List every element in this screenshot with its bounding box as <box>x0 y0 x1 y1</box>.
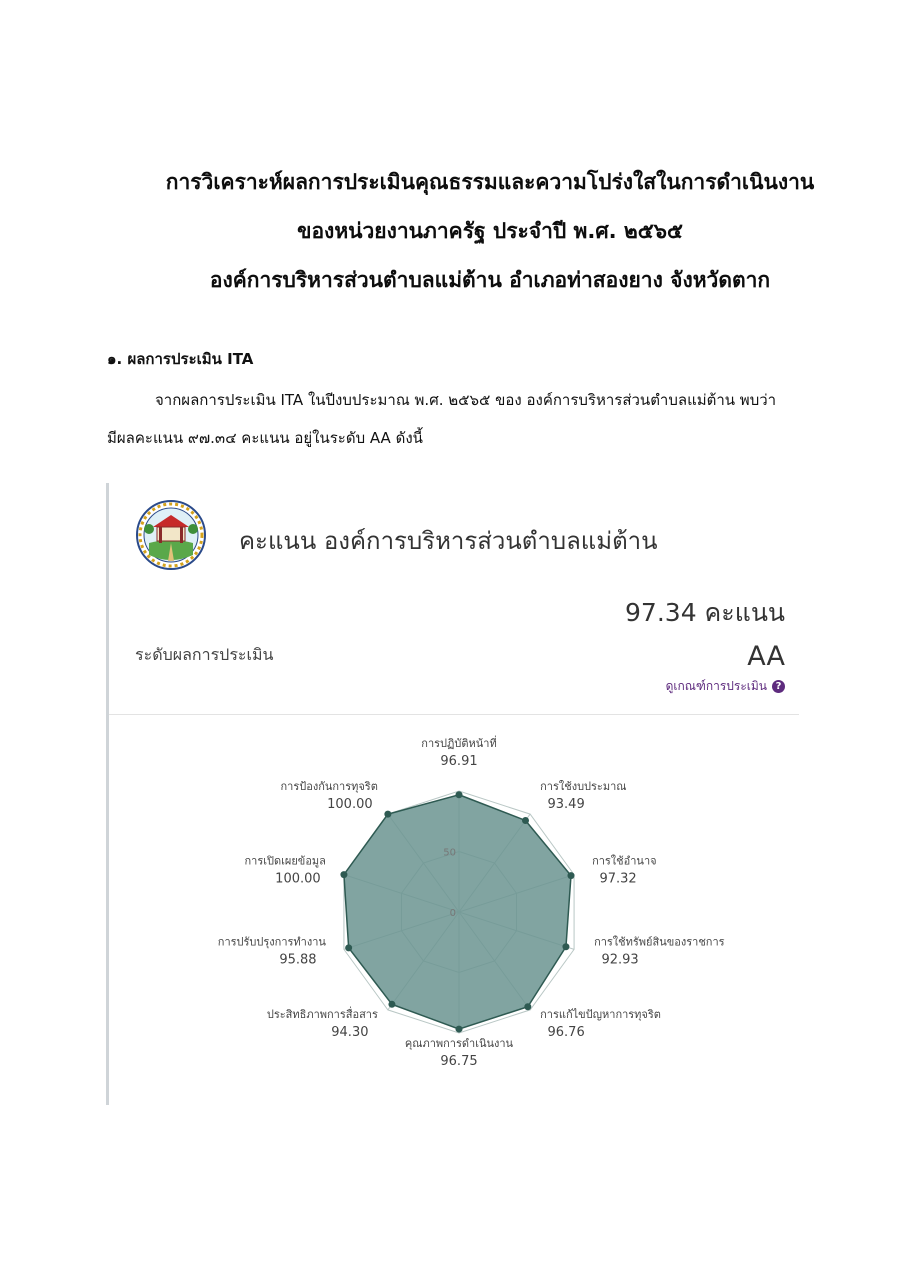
criteria-link-label[interactable]: ดูเกณฑ์การประเมิน <box>665 679 767 693</box>
radar-point-4 <box>524 1003 531 1010</box>
radar-value-label-7: 95.88 <box>279 952 317 968</box>
criteria-link[interactable] <box>666 677 785 696</box>
radar-category-label-0: การปฏิบัติหน้าที่ <box>421 737 497 750</box>
radar-tick-0: 0 <box>449 908 456 919</box>
radar-point-3 <box>562 943 569 950</box>
document-title <box>40 158 900 305</box>
organization-seal-logo <box>135 499 207 571</box>
radar-point-0 <box>456 791 463 798</box>
radar-series-area <box>344 795 571 1029</box>
radar-value-label-9: 100.00 <box>327 797 373 813</box>
radar-category-label-8: การเปิดเผยข้อมูล <box>244 854 326 868</box>
level-label: ระดับผลการประเมิน <box>135 645 274 664</box>
level-value: AA <box>747 641 785 672</box>
radar-chart <box>109 715 799 1105</box>
radar-point-2 <box>567 872 574 879</box>
radar-value-label-4: 96.76 <box>547 1024 585 1040</box>
panel-header <box>109 483 799 715</box>
radar-category-label-2: การใช้อำนาจ <box>592 854 657 868</box>
paragraph-line-2: มีผลคะแนน ๙๗.๓๔ คะแนน อยู่ในระดับ AA ดังนี้ <box>107 429 423 447</box>
section-heading: ๑. ผลการประเมิน ITA <box>107 350 254 368</box>
radar-category-label-1: การใช้งบประมาณ <box>540 780 627 794</box>
title-line-2: ของหน่วยงานภาครัฐ ประจำปี พ.ศ. ๒๕๖๕ <box>297 219 683 243</box>
radar-value-label-5: 96.75 <box>440 1054 478 1069</box>
radar-value-label-2: 97.32 <box>599 871 637 887</box>
radar-value-label-8: 100.00 <box>275 871 321 887</box>
radar-tick-1: 50 <box>443 847 456 859</box>
total-score: 97.34 คะแนน <box>625 598 785 627</box>
title-line-3: องค์การบริหารส่วนตำบลแม่ต้าน อำเภอท่าสองยาง จังหวัดตาก <box>209 268 771 292</box>
radar-value-label-1: 93.49 <box>547 797 585 813</box>
radar-point-8 <box>340 871 347 878</box>
ita-score-panel <box>106 483 799 1105</box>
radar-category-label-6: ประสิทธิภาพการสื่อสาร <box>266 1007 378 1021</box>
radar-category-label-4: การแก้ไขปัญหาการทุจริต <box>540 1007 661 1021</box>
radar-point-5 <box>456 1026 463 1033</box>
paragraph-line-1: จากผลการประเมิน ITA ในปีงบประมาณ พ.ศ. ๒๕๖๕ ของ องค์การบริหารส่วนตำบลแม่ต้าน พบว่า <box>155 391 777 409</box>
question-circle-icon[interactable]: ? <box>772 680 785 693</box>
radar-category-label-7: การปรับปรุงการทำงาน <box>217 935 326 949</box>
radar-point-1 <box>522 817 529 824</box>
radar-value-label-6: 94.30 <box>331 1024 369 1040</box>
radar-point-9 <box>384 811 391 818</box>
org-score-title: คะแนน องค์การบริหารส่วนตำบลแม่ต้าน <box>239 527 658 555</box>
radar-category-label-5: คุณภาพการดำเนินงาน <box>404 1037 514 1050</box>
radar-value-label-3: 92.93 <box>601 952 639 968</box>
summary-paragraph <box>107 381 859 457</box>
title-line-1: การวิเคราะห์ผลการประเมินคุณธรรมและความโปร่งใสในการดำเนินงาน <box>165 170 815 194</box>
radar-category-label-3: การใช้ทรัพย์สินของราชการ <box>594 935 725 949</box>
radar-point-7 <box>345 944 352 951</box>
radar-category-label-9: การป้องกันการทุจริต <box>280 780 378 794</box>
radar-point-6 <box>388 1001 395 1008</box>
radar-value-label-0: 96.91 <box>440 754 478 769</box>
